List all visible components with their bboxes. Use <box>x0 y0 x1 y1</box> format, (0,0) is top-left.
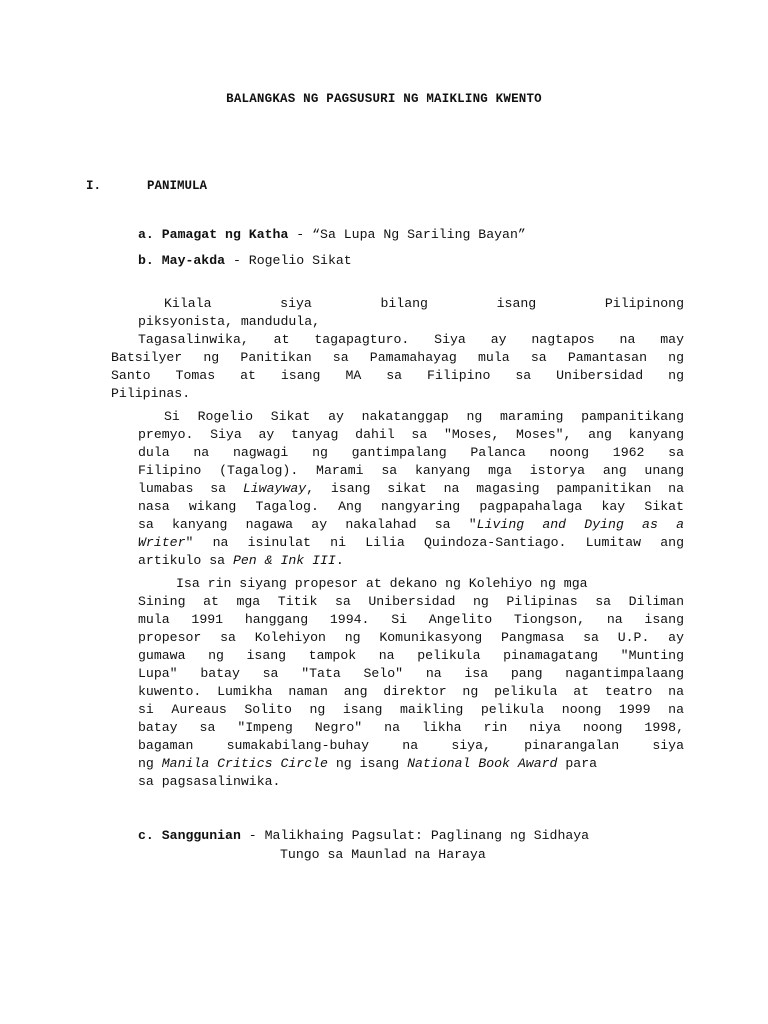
para1-line: Tagasalinwika, at tagapagturo. Siya ay nagtapos na may <box>138 332 684 347</box>
para2-l8-post: " na isinulat ni Lilia Quindoza-Santiago. Lumitaw ang <box>185 535 684 550</box>
document-title: BALANGKAS NG PAGSUSURI NG MAIKLING KWENTO <box>226 92 542 106</box>
item-a-label: a. Pamagat ng Katha <box>138 227 289 242</box>
para2-l9-em: Pen & Ink III <box>232 553 336 568</box>
para1-line: Santo Tomas at isang MA sa Filipino sa Unibersidad ng <box>111 368 684 383</box>
para2-l9-pre: artikulo sa <box>138 553 233 568</box>
para2-line: dula na nagwagi ng gantimpalang Palanca noong 1962 sa <box>138 445 684 460</box>
para3-l11-post: para <box>557 756 598 771</box>
item-c-value-line2: Tungo sa Maunlad na Haraya <box>280 847 486 862</box>
para3-line: si Aureaus Solito ng isang maikling pelikula noong 1999 na <box>138 702 684 717</box>
item-b-value: - Rogelio Sikat <box>225 253 352 268</box>
para3-l11-mid: ng isang <box>327 756 408 771</box>
para3-line: Lupa" batay sa "Tata Selo" na isa pang nagantimpalaang <box>138 666 684 681</box>
para3-l11-em1: Manila Critics Circle <box>161 756 328 771</box>
para1-line: Batsilyer ng Panitikan sa Pamamahayag mula sa Pamantasan ng <box>111 350 684 365</box>
para3-line: Sining at mga Titik sa Unibersidad ng Pilipinas sa Diliman <box>138 594 684 609</box>
para2-l7-em: Living and Dying as a <box>476 517 684 532</box>
item-a-value: - “Sa Lupa Ng Sariling Bayan” <box>288 227 526 242</box>
para3-line <box>138 757 597 770</box>
item-reference <box>138 828 589 843</box>
para3-line: mula 1991 hanggang 1994. Si Angelito Tiongson, na isang <box>138 612 684 627</box>
para3-line: Isa rin siyang propesor at dekano ng Kolehiyo ng mga <box>176 576 588 591</box>
para2-l5-pre: lumabas sa <box>138 481 243 496</box>
para2-l8-em: Writer <box>138 535 186 550</box>
section-title: PANIMULA <box>147 179 208 193</box>
item-c-label: c. Sanggunian <box>138 828 241 843</box>
para3-line: bagaman sumakabilang-buhay na siya, pinarangalan siya <box>138 738 684 753</box>
section-number: I. <box>86 179 102 193</box>
para3-l11-pre: ng <box>138 756 162 771</box>
para2-l9-post: . <box>335 553 344 568</box>
para2-line: Filipino (Tagalog). Marami sa kanyang mga istorya ang unang <box>138 463 684 478</box>
para1-line: Pilipinas. <box>111 386 191 401</box>
item-c-value: - Malikhaing Pagsulat: Paglinang ng Sidhaya <box>240 828 590 843</box>
para3-line: gumawa ng isang tampok na pelikula pinamagatang "Munting <box>138 648 684 663</box>
para2-l7-pre: sa kanyang nagawa ay nakalahad sa " <box>138 517 477 532</box>
item-title-of-work <box>138 227 526 242</box>
item-author <box>138 253 352 268</box>
para1-line: piksyonista, mandudula, <box>138 314 321 329</box>
para3-l11-em2: National Book Award <box>407 756 558 771</box>
para1-line: Kilala siya bilang isang Pilipinong <box>164 296 684 311</box>
item-b-label: b. May-akda <box>138 253 226 268</box>
para3-line: sa pagsasalinwika. <box>138 774 281 789</box>
para2-line: premyo. Siya ay tanyag dahil sa "Moses, Moses", ang kanyang <box>138 427 684 442</box>
para2-line <box>138 554 344 567</box>
para2-line: Si Rogelio Sikat ay nakatanggap ng maraming pampanitikang <box>164 409 684 424</box>
para2-l5-em: Liwayway <box>242 481 307 496</box>
para3-line: propesor sa Kolehiyon ng Komunikasyong Pangmasa sa U.P. ay <box>138 630 684 645</box>
para3-line: batay sa "Impeng Negro" na likha rin niya noong 1998, <box>138 720 684 735</box>
para2-line: nasa wikang Tagalog. Ang nangyaring pagpapahalaga kay Sikat <box>138 499 684 514</box>
para3-line: kuwento. Lumikha naman ang direktor ng pelikula at teatro na <box>138 684 684 699</box>
para2-l5-post: , isang sikat na magasing pampanitikan na <box>306 481 684 496</box>
